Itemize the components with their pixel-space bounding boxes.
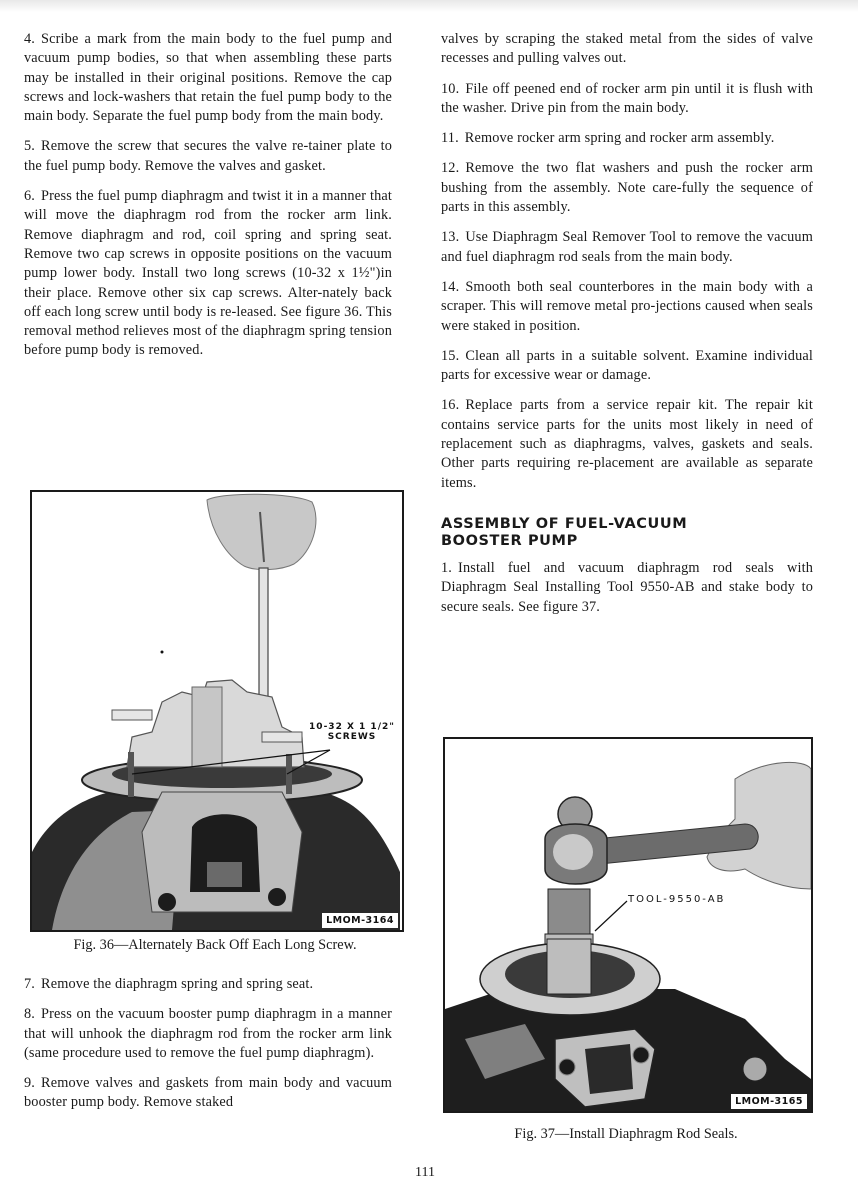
- figure-36-caption: Fig. 36—Alternately Back Off Each Long Screw.: [73, 937, 357, 953]
- step-11: 11. Remove rocker arm spring and rocker arm assembly.: [441, 130, 775, 147]
- page-number: 111: [415, 1165, 435, 1180]
- step-14: 14. Smooth both seal counterbores in the main body with a scraper. This will remove metal pro-jections caused when seals were staked in position.: [441, 278, 813, 334]
- fuel-pump-screwdriver-illustration: [32, 492, 402, 930]
- figure-37-id: LMOM-3165: [731, 1094, 807, 1109]
- tool-9550-ab-callout-label: TOOL-9550-AB: [628, 894, 726, 905]
- figure-37-photo: [443, 737, 813, 1113]
- step-4: 4. Scribe a mark from the main body to the fuel pump and vacuum pump bodies, so that when assembling these parts may be installed in their original positions. Remove the cap screws and lock-washers that retain the fuel pump body to the main body. Separate the fuel pump body from the main body.: [24, 31, 392, 125]
- figure-36-photo: [30, 490, 404, 932]
- step-8: 8. Press on the vacuum booster pump diaphragm in a manner that will unhook the diaphragm rod from the rocker arm link (same procedure used to remove the fuel pump diaphragm).: [24, 1006, 392, 1061]
- left-column-top: [24, 30, 392, 372]
- right-column: [441, 30, 813, 628]
- step-7: 7. Remove the diaphragm spring and spring seat.: [24, 976, 314, 992]
- step-15: 15. Clean all parts in a suitable solvent. Examine individual parts for excessive wear or damage.: [441, 347, 813, 384]
- step-9-continuation: valves by scraping the staked metal from the sides of valve recesses and pulling valves out.: [441, 31, 813, 67]
- assembly-step-1: 1. Install fuel and vacuum diaphragm rod seals with Diaphragm Seal Installing Tool 9550-AB and stake body to secure seals. See figure 37.: [441, 559, 813, 615]
- screws-callout-label: 10-32 X 1 1/2" SCREWS: [309, 722, 395, 742]
- step-16: 16. Replace parts from a service repair kit. The repair kit contains service parts for the units most likely in need of replacement such as diaphragms, valves, gaskets and seals. Other parts requiring re-placement are available as separate items.: [441, 397, 813, 491]
- step-13: 13. Use Diaphragm Seal Remover Tool to remove the vacuum and fuel diaphragm rod seals from the main body.: [441, 229, 813, 265]
- figure-36-id: LMOM-3164: [322, 913, 398, 928]
- hammer-tool-illustration: [445, 739, 811, 1111]
- step-12: 12. Remove the two flat washers and push the rocker arm bushing from the assembly. Note care-fully the sequence of parts in this assembly.: [441, 160, 813, 216]
- step-6: 6. Press the fuel pump diaphragm and twist it in a manner that will move the diaphragm rod from the rocker arm link. Remove diaphragm and rod, coil spring and spring seat. Remove two cap screws in opposite positions on the vacuum pump lower body. Install two long screws (10-32 x 1½")in their place. Remove other six cap screws. Alter-nately back off each long screw until body is re-leased. See figure 36. This removal method relieves most of the diaphragm spring tension before pump body is removed.: [24, 188, 392, 359]
- figure-37-caption: Fig. 37—Install Diaphragm Rod Seals.: [514, 1126, 738, 1142]
- left-column-bottom: [24, 975, 392, 1124]
- section-heading: ASSEMBLY OF FUEL-VACUUM BOOSTER PUMP: [441, 515, 688, 549]
- page-scan-edge: [0, 0, 858, 12]
- step-9: 9. Remove valves and gaskets from main body and vacuum booster pump body. Remove staked: [24, 1075, 392, 1111]
- step-5: 5. Remove the screw that secures the valve re-tainer plate to the fuel pump body. Remove the valves and gasket.: [24, 138, 392, 174]
- step-10: 10. File off peened end of rocker arm pin until it is flush with the washer. Drive pin from the main body.: [441, 80, 813, 116]
